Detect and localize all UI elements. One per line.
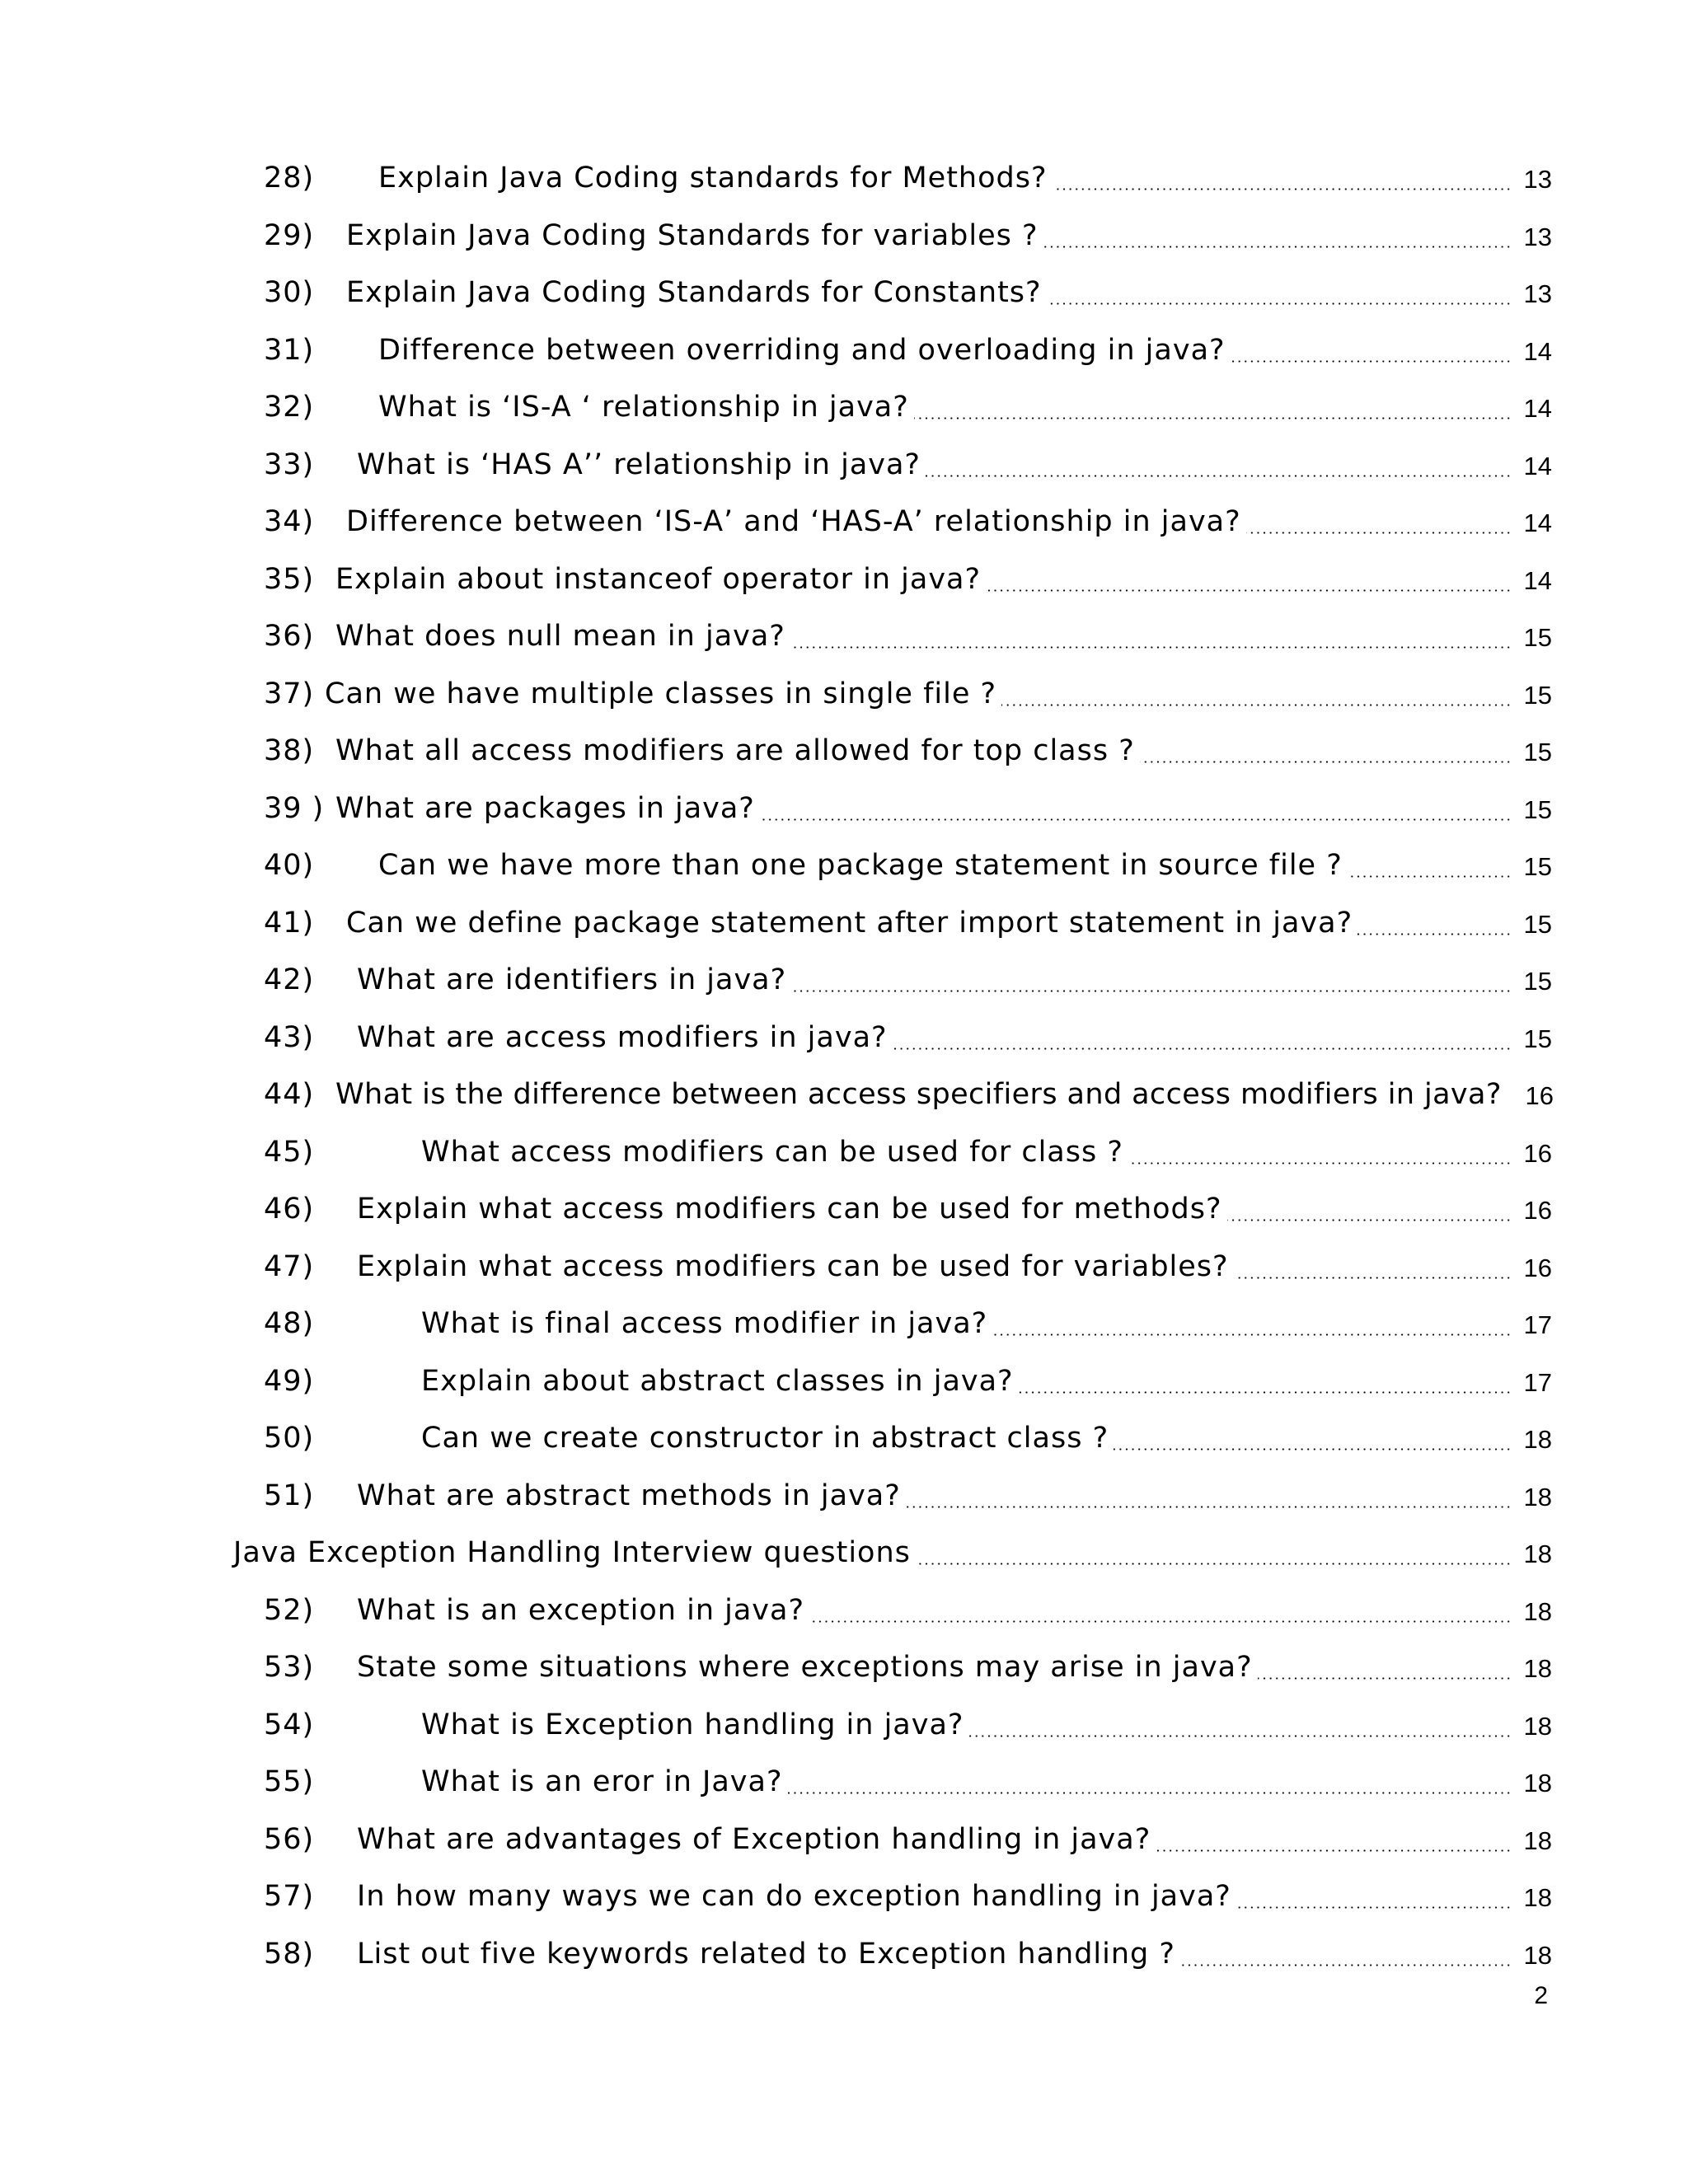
entry-title: Can we define package statement after import statement in java? (346, 906, 1353, 940)
toc-entry-56[interactable] (0, 1811, 1688, 1869)
entry-number: 38) (264, 734, 315, 767)
entry-number: 57) (264, 1880, 315, 1913)
entry-page: 18 (1515, 1654, 1552, 1684)
entry-page: 18 (1515, 1425, 1552, 1455)
entry-number: 40) (264, 849, 315, 882)
dot-leader (1234, 1277, 1512, 1279)
entry-number: 56) (264, 1822, 315, 1856)
toc-entry-44[interactable] (0, 1066, 1688, 1124)
entry-page: 14 (1515, 337, 1552, 367)
toc-entry-29[interactable] (0, 208, 1688, 265)
entry-title: What is Exception handling in java? (421, 1708, 964, 1741)
dot-leader (1140, 761, 1512, 763)
entry-page: 13 (1515, 223, 1552, 252)
toc-entry-32[interactable] (0, 379, 1688, 437)
entry-page: 14 (1515, 566, 1552, 596)
entry-number: 49) (264, 1364, 315, 1398)
entry-title: What is ‘HAS A’’ relationship in java? (357, 448, 921, 481)
entry-page: 18 (1515, 1597, 1552, 1627)
entry-number: 44) (264, 1078, 315, 1111)
entry-title: What are access modifiers in java? (357, 1020, 888, 1054)
entry-number: 50) (264, 1422, 315, 1455)
toc-entry-33[interactable] (0, 437, 1688, 494)
entry-title: What is final access modifier in java? (421, 1307, 988, 1340)
entry-number: 37) (264, 677, 315, 710)
entry-page: 18 (1515, 1712, 1552, 1741)
entry-page: 15 (1515, 738, 1552, 767)
entry-title: Explain Java Coding Standards for variables ? (346, 218, 1039, 252)
dot-leader (986, 589, 1512, 592)
toc-entry-42[interactable] (0, 952, 1688, 1010)
entry-number: 30) (264, 276, 315, 309)
dot-leader (1001, 704, 1512, 706)
entry-number: 31) (264, 333, 315, 367)
dot-leader (1258, 1677, 1512, 1680)
entry-number: 45) (264, 1135, 315, 1169)
entry-number: 47) (264, 1249, 315, 1283)
entry-title: What are packages in java? (335, 791, 755, 825)
entry-title: Can we have multiple classes in single file ? (325, 677, 997, 710)
entry-page: 16 (1515, 1196, 1552, 1226)
entry-title: In how many ways we can do exception handling in java? (357, 1880, 1231, 1913)
entry-title: What access modifiers can be used for class ? (421, 1135, 1123, 1169)
dot-leader (1231, 360, 1512, 363)
entry-number: 29) (264, 218, 315, 252)
dot-leader (790, 646, 1512, 649)
entry-page: 15 (1515, 852, 1552, 882)
entry-number: 34) (264, 505, 315, 538)
toc-entry-31[interactable] (0, 322, 1688, 380)
entry-title: Explain Java Coding standards for Methods? (378, 162, 1048, 194)
dot-leader (791, 990, 1512, 992)
entry-number: 52) (264, 1593, 315, 1627)
toc-entry-55[interactable] (0, 1754, 1688, 1811)
entry-title: State some situations where exceptions may arise in java? (357, 1651, 1253, 1684)
entry-page: 16 (1517, 1081, 1554, 1111)
dot-leader (1227, 1219, 1512, 1221)
entry-title: Can we have more than one package statement in source file ? (378, 849, 1343, 882)
dot-leader (1348, 875, 1512, 878)
entry-page: 14 (1515, 509, 1552, 538)
entry-number: 28) (264, 162, 315, 194)
entry-page: 16 (1515, 1254, 1552, 1283)
entry-number: 39 ) (264, 791, 325, 825)
section-title: Java Exception Handling Interview questions (233, 1536, 911, 1569)
toc-entry-40[interactable] (0, 837, 1688, 895)
entry-page: 16 (1515, 1139, 1552, 1169)
toc-section-exception-handling[interactable] (0, 1525, 1688, 1582)
entry-title: What are abstract methods in java? (357, 1479, 901, 1512)
entry-number: 53) (264, 1651, 315, 1684)
dot-leader (760, 818, 1512, 821)
entry-number: 43) (264, 1020, 315, 1054)
entry-page: 18 (1515, 1540, 1552, 1569)
dot-leader (1156, 1849, 1512, 1852)
entry-number: 55) (264, 1765, 315, 1798)
entry-title: List out five keywords related to Exception handling ? (357, 1937, 1175, 1971)
entry-page: 18 (1515, 1883, 1552, 1913)
toc-entry-37[interactable] (0, 666, 1688, 724)
toc-entry-45[interactable] (0, 1124, 1688, 1182)
entry-title: What is an exception in java? (357, 1593, 805, 1627)
table-of-contents (0, 150, 1688, 1983)
dot-leader (926, 475, 1512, 477)
toc-entry-41[interactable] (0, 895, 1688, 953)
entry-number: 32) (264, 391, 315, 424)
entry-page: 15 (1515, 795, 1552, 825)
entry-page: 15 (1515, 681, 1552, 710)
dot-leader (906, 1506, 1512, 1508)
entry-title: What all access modifiers are allowed for top class ? (335, 734, 1135, 767)
toc-entry-35[interactable] (0, 551, 1688, 609)
entry-page: 14 (1515, 394, 1552, 424)
entry-number: 51) (264, 1479, 315, 1512)
toc-entry-54[interactable] (0, 1697, 1688, 1755)
entry-number: 42) (264, 963, 315, 996)
dot-leader (914, 417, 1512, 419)
toc-entry-53[interactable] (0, 1639, 1688, 1697)
dot-leader (1043, 246, 1512, 248)
entry-title: What are advantages of Exception handling in java? (357, 1822, 1151, 1856)
toc-entry-30[interactable] (0, 265, 1688, 322)
toc-entry-51[interactable] (0, 1468, 1688, 1526)
entry-title: What are identifiers in java? (357, 963, 787, 996)
entry-number: 41) (264, 906, 315, 940)
entry-title: What is an eror in Java? (421, 1765, 783, 1798)
dot-leader (788, 1792, 1512, 1794)
toc-entry-52[interactable] (0, 1582, 1688, 1640)
toc-entry-47[interactable] (0, 1239, 1688, 1296)
toc-entry-48[interactable] (0, 1296, 1688, 1353)
page-number: 2 (1534, 1982, 1548, 2009)
entry-title: Explain about instanceof operator in java? (335, 562, 982, 596)
dot-leader (1357, 933, 1512, 935)
entry-number: 54) (264, 1708, 315, 1741)
entry-page: 15 (1515, 1024, 1552, 1054)
toc-entry-38[interactable] (0, 723, 1688, 780)
entry-title: Explain about abstract classes in java? (421, 1364, 1014, 1398)
entry-page: 17 (1515, 1368, 1552, 1398)
toc-entry-49[interactable] (0, 1353, 1688, 1411)
dot-leader (969, 1735, 1512, 1737)
entry-number: 48) (264, 1307, 315, 1340)
entry-title: Difference between overriding and overloading in java? (378, 333, 1226, 367)
entry-title: What does null mean in java? (335, 620, 785, 653)
dot-leader (893, 1047, 1512, 1050)
entry-page: 14 (1515, 452, 1552, 481)
toc-entry-57[interactable] (0, 1868, 1688, 1926)
toc-entry-50[interactable] (0, 1410, 1688, 1468)
entry-number: 35) (264, 562, 315, 596)
entry-title: What is ‘IS-A ‘ relationship in java? (378, 391, 909, 424)
entry-number: 58) (264, 1937, 315, 1971)
dot-leader (1246, 532, 1512, 534)
dot-leader (916, 1563, 1512, 1565)
entry-title: Explain what access modifiers can be used for methods? (357, 1193, 1222, 1226)
entry-number: 33) (264, 448, 315, 481)
dot-leader (992, 1333, 1512, 1336)
entry-page: 18 (1515, 1826, 1552, 1856)
toc-entry-28[interactable] (0, 150, 1688, 208)
entry-page: 15 (1515, 623, 1552, 653)
entry-number: 36) (264, 620, 315, 653)
toc-entry-58[interactable] (0, 1926, 1688, 1984)
entry-title: Explain what access modifiers can be used for variables? (357, 1249, 1229, 1283)
entry-page: 17 (1515, 1310, 1552, 1340)
dot-leader (1053, 188, 1512, 190)
entry-title: What is the difference between access specifiers and access modifiers in java? (335, 1078, 1502, 1111)
toc-entry-43[interactable] (0, 1010, 1688, 1067)
toc-entry-46[interactable] (0, 1181, 1688, 1239)
toc-entry-39[interactable] (0, 780, 1688, 838)
entry-title: Explain Java Coding Standards for Constants? (346, 276, 1042, 309)
entry-page: 13 (1515, 279, 1552, 309)
entry-page: 18 (1515, 1941, 1552, 1971)
dot-leader (1114, 1448, 1512, 1451)
entry-page: 15 (1515, 967, 1552, 996)
dot-leader (1236, 1906, 1512, 1909)
dot-leader (1128, 1162, 1512, 1165)
entry-title: Difference between ‘IS-A’ and ‘HAS-A’ relationship in java? (346, 505, 1241, 538)
entry-number: 46) (264, 1193, 315, 1226)
toc-entry-36[interactable] (0, 608, 1688, 666)
entry-page: 18 (1515, 1483, 1552, 1512)
dot-leader (1019, 1391, 1512, 1394)
entry-page: 18 (1515, 1769, 1552, 1798)
entry-title: Can we create constructor in abstract class ? (421, 1422, 1109, 1455)
entry-page: 13 (1515, 165, 1552, 194)
toc-entry-34[interactable] (0, 494, 1688, 551)
dot-leader (1047, 302, 1512, 305)
dot-leader (809, 1620, 1512, 1623)
entry-page: 15 (1515, 910, 1552, 940)
dot-leader (1180, 1964, 1512, 1966)
